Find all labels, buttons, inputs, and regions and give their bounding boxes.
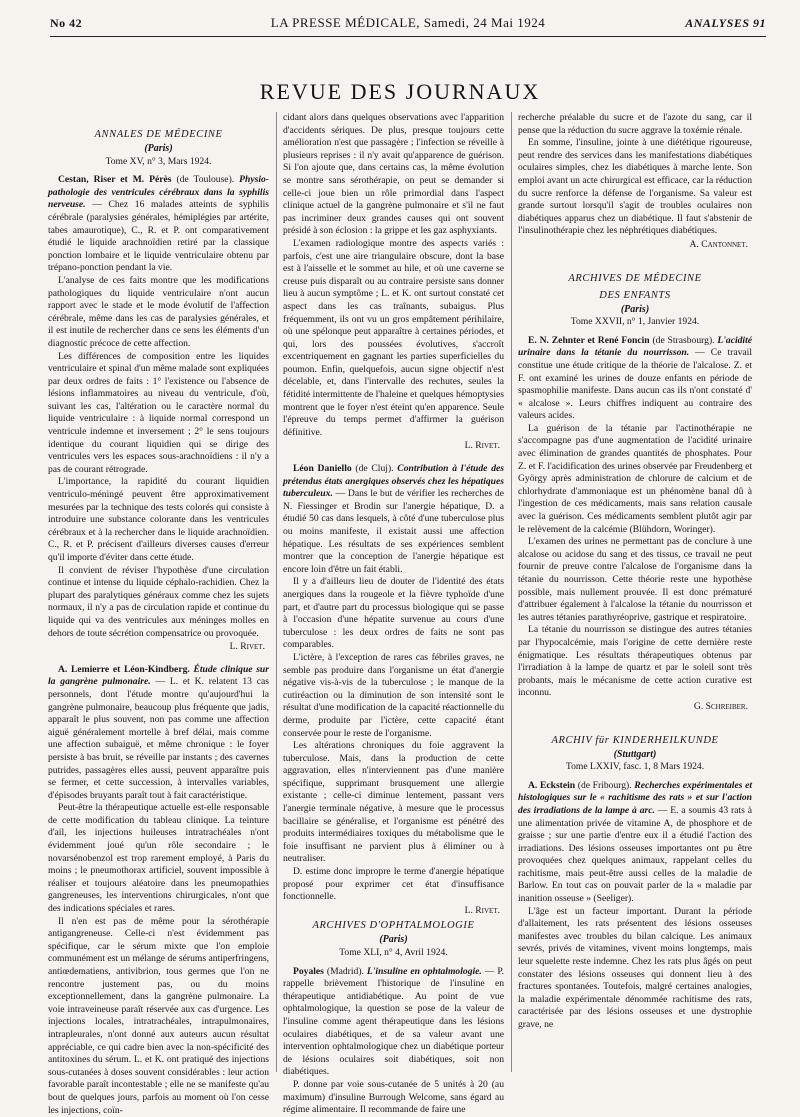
issue-reference: Tome XXVII, n° 1, Janvier 1924. — [570, 316, 700, 328]
abstract-paragraph: Il n'en est pas de même pour la sérothérapie antigangreneuse. Celle-ci n'est évidemment pas spécifique, car le sérum mixte que l'on emploie communément est un mélange de sérums antiperfringens, antiœdematiens, antivibrion, tous germes que l'on ne rencontre justement pas, ou du moins exceptionnellement, dans la gangrène pulmonaire. La voie intraveineuse paraît réservée aux cas d'urgence. Les injections locales, intratrachéales, intrapulmonaires, intrapleurales, n'ont donné aux auteurs aucun résultat appréciable, ce qui cadre bien avec la non-spécificité des antitoxines du sérum. L. et K. ont pratiqué des injections sous-cutanées à doses souvent considérables : leur action favorable paraît incontestable ; elle ne se manifeste qu'au bout de quelques jours, parfois au moment où l'on cesse les injections, coïn- — [48, 915, 269, 1116]
abstract-paragraph: cidant alors dans quelques observations avec l'apparition d'accidents sériques. De plus, presque toujours cette amélioration n'est que passagère ; l'infection se réveille à plusieurs reprises : il n'y avait qu'apparence de guérison. Si l'on ajoute que, dans certains cas, la même évolution se montre sans sérothérapie, on peut se demander si celle-ci joue bien un rôle primordial dans l'aspect clinique actuel de la gangrène pulmonaire et s'il ne faut pas incriminer deux grandes causes qui ont souvent présidé à son éclosion : la grippe et les gaz asphyxiants. — [283, 112, 504, 237]
section-heading: ARCHIVES D'OPHTALMOLOGIE — [312, 920, 475, 932]
abstract-text: — Chez 16 malades atteints de syphilis cérébrale (paralysies générales, hémiplégies par artérite, tabes amaurotique), C., R. et P. ont comparativement étudié le liquide arachnoïdien retiré par la classique ponction lombaire et le liquide ventriculaire obtenu par trépano-ponction pendant la vie. — [48, 199, 269, 274]
abstract-author: Léon Daniello — [293, 463, 352, 475]
author-affiliation: (de Fribourg). — [575, 779, 635, 791]
abstract-paragraph — [518, 335, 752, 423]
abstract-paragraph: La tétanie du nourrisson se distingue des autres tétanies par l'hypocalcémie, mais l'origine de cette dernière reste énigmatique. Les résultats thérapeutiques obtenus par l'irradiation à la lampe de quartz et par le soleil sont très probants, mais le mécanisme de cette action curative est inconnu. — [518, 624, 752, 699]
reviewer-signature: A. Cantonnet. — [689, 238, 748, 250]
section-city: (Paris) — [144, 143, 173, 154]
abstract-paragraph: En somme, l'insuline, jointe à une diététique rigoureuse, peut rendre des services dans les manifestations diabétiques oculaires simples, chez les diabétiques à marche lente. Son emploi avant un acte chirurgical est efficace, car la réduction du sucre renforce la défense de l'organisme. Sa valeur est grande surtout lorsqu'il s'agit de troubles oculaires non diabétiques apparus chez un diabétique. Il faut s'abstenir de l'insulinothérapie chez les néphrétiques diabétiques. — [518, 137, 752, 237]
author-affiliation: (de Strasbourg). — [649, 334, 718, 346]
abstract-paragraph: L'analyse de ces faits montre que les modifications pathologiques du liquide ventriculaire n'ont aucun rapport avec le stade et le mode évolutif de l'affection cérébrale, même dans les cas de paralysies générales, et il est inutile de rechercher dans ce sens les éléments d'un diagnostic précoce de cette affection. — [48, 274, 269, 349]
column-3 — [518, 112, 752, 1072]
abstract-paragraph: D. estime donc impropre le terme d'anergie hépatique proposé pour exprimer cet état d'insuffisance fonctionnelle. — [283, 866, 504, 903]
issue-reference: Tome XV, n° 3, Mars 1924. — [105, 155, 212, 167]
abstract-text: — Dans le but de vérifier les recherches de N. Fiessinger et Brodin sur l'anergie hépatique, D. a étudié 50 cas dans lesquels, à côté d'une tuberculose plus ou moins manifeste, il existait aussi une affection hépatique. Les résultats de ses expériences semblent montrer que la conception de l'anergie hépatique est encore loin d'être un fait établi. — [283, 488, 504, 575]
issue-number: No 42 — [50, 16, 83, 30]
running-header — [50, 14, 766, 34]
author-affiliation: (de Cluj). — [351, 463, 398, 475]
abstract-paragraph — [283, 463, 504, 576]
abstract-paragraph — [48, 664, 269, 803]
reviewer-signature: L. Rivet. — [464, 904, 500, 916]
page-section-label: ANALYSES 91 — [685, 16, 766, 30]
journal-header: LA PRESSE MÉDICALE, Samedi, 24 Mai 1924 — [270, 15, 546, 30]
abstract-paragraph: recherche préalable du sucre et de l'azote du sang, car il pense que la réduction du sucre aggrave la toxémie rénale. — [518, 112, 752, 136]
abstract-author: A. Eckstein — [528, 779, 576, 791]
abstract-paragraph: Les altérations chroniques du foie aggravent la tuberculose. Mais, dans la production de cette aggravation, elles n'interviennent pas d'une manière spécifique, supprimant brusquement une allergie existante ; celle-ci diminue lentement, passant vers l'anergie terminale négative, à mesure que le processus bacillaire se généralise, et l'organisme est pénétré des produits intermédiaires toxiques du métabolisme que le foie insuffisant ne parvient plus à éliminer ou à neutraliser. — [283, 740, 504, 865]
abstract-title: Recherches expérimentales et histologiques sur le « rachitisme des rats » et sur l'action des irradiations de la lampe à arc. — [518, 779, 752, 816]
abstract-text: — E. a soumis 43 rats à une alimentation privée de vitamine A, de phosphore et de graisse ; sur une partie d'entre eux il a étudié l'action des irradiations. Des lésions osseuses importantes ont pu être provoquées chez quelques animaux, rappelant celles du rachitisme, mais peut-être aussi celles de la maladie de Barlow. En tout cas on pouvait parler de la « maladie par inanition osseuse » (Seeliger). — [518, 804, 752, 905]
section-city: (Paris) — [379, 934, 408, 946]
section-heading: ANNALES DE MÉDECINE — [94, 129, 223, 140]
abstract-author: Cestan, Riser et M. Pérès — [58, 174, 172, 186]
reviewer-signature: L. Rivet. — [229, 641, 265, 653]
abstract-paragraph: Peut-être la thérapeutique actuelle est-elle responsable de cette modification du tableau clinique. La teinture d'ail, les injections huileuses intratrachéales n'ont évidemment joué qu'un rôle secondaire ; le novarsénobenzol est trop rarement employé, à Paris du moins ; le pneumothorax artificiel, souvent impossible à réaliser et toujours aléatoire dans les pneumopathies gangreneuses, les interventions chirurgicales, n'ont que des indications spéciales et rares. — [48, 802, 269, 915]
abstract-title: L'acidité urinaire dans la tétanie du nourrisson. — [518, 334, 753, 359]
abstract-paragraph: P. donne par voie sous-cutanée de 5 unités à 20 (au maximum) d'insuline Burrough Welcome, sans égard au régime alimentaire. Il recommande de faire une — [283, 1078, 504, 1116]
abstract-paragraph — [48, 174, 269, 275]
header-rule — [50, 36, 766, 37]
abstract-title: L'insuline en ophtalmologie. — [366, 965, 482, 977]
author-affiliation: (de Toulouse). — [171, 174, 240, 186]
abstract-title: Étude clinique sur la gangrène pulmonaire. — [48, 663, 270, 688]
column-2 — [283, 112, 504, 1116]
abstract-paragraph: L'âge est un facteur important. Durant la période d'allaitement, les rats présentent des lésions osseuses manifestes avec troubles du bilan calcique. Les animaux sevrés, privés de vitamines, vivent moins longtemps, mais leur squelette reste indemne. Chez les rats plus âgés on peut constater des lésions osseuses qui donnent lieu à des fractures spontanées. Toutefois, malgré certaines analogies, la maladie expérimentale dénommée rachitisme des rats, caractérisée par des lésions osseuses et une dystrophie grave, ne — [518, 905, 752, 1030]
abstract-paragraph: Les différences de composition entre les liquides ventriculaire et spinal d'un même malade sont expliquées par deux ordres de faits : 1° l'existence ou l'absence de lésions inflammatoires au niveau du ventricule, d'où, suivant les cas, l'altération ou le caractère normal du liquide ventriculaire : à liquide normal correspond un ventricule indemne et inversement ; 2° le sens toujours identique du courant liquidien qui se dirige des ventricules vers les espaces sous-arachnoïdiens : il n'y a pas de courant rétrograde. — [48, 350, 269, 475]
abstract-author: E. N. Zehnter et René Foncin — [528, 334, 650, 346]
section-heading: ARCHIVES DE MÉDECINE — [568, 272, 702, 284]
abstract-text: — L. et K. relatent 13 cas personnels, dont l'étude montre qu'aujourd'hui la gangrène pulmonaire, beaucoup plus fréquente que jadis, apparaît le plus souvent, non pas comme une affection aiguë généralement mortelle à bref délai, mais comme une affection subaiguë, et même chronique : le foyer persiste à bas bruit, se réveille par instants ; des cavernes putrides, passagères elles aussi, peuvent apparaître puis se fermer, et cette succession, à intervalles variables, d'épisodes bruyants paraît tout à fait caractéristique. — [48, 676, 269, 801]
abstract-paragraph: Il y a d'ailleurs lieu de douter de l'identité des états anergiques dans la rougeole et la fièvre typhoïde d'une part, et d'autre part du processus biologique qui se passe à l'occasion d'une hépatite survenue au cours d'une tuberculose : les deux ordres de faits ne sont pas comparables. — [283, 576, 504, 651]
section-city: (Paris) — [620, 303, 650, 315]
abstract-paragraph — [518, 780, 752, 906]
section-heading-line2: DES ENFANTS — [599, 289, 671, 301]
reviewer-signature: L. Rivet. — [464, 440, 500, 452]
abstract-paragraph: L'examen des urines ne permettant pas de conclure à une alcalose ou acidose du sang et des tissus, ce travail ne peut fournir de preuve contre l'alcalose de l'organisme dans la tétanie du nourrisson. Cette théorie reste une hypothèse possible, mais nullement prouvée. Il est donc prématuré d'attribuer également à l'alcalose la tétanie du nourrisson et les autres tétanies parathyréoprive, gastrique et respiratoire. — [518, 536, 752, 623]
page-title: REVUE DES JOURNAUX — [259, 78, 541, 104]
column-1 — [48, 126, 270, 1116]
abstract-paragraph: La guérison de la tétanie par l'actinothérapie ne s'accompagne pas d'une augmentation de l'acidité urinaire avec élimination de grandes quantités de phosphates. Pour Z. et F. l'acidification des urines observée par Freudenberg et György après administration de chlorure de calcium et de chlorhydrate d'ammoniaque est un phénomène banal dû à l'ingestion de ces médicaments, mais sans relation causale avec la guérison. Ces médicaments semblent plutôt agir par le relèvement de la calcémie (Blühdorn, Woringer). — [518, 422, 752, 535]
column-divider — [511, 112, 512, 1072]
abstract-text: — Ce travail constitue une étude critique de la théorie de l'alcalose. Z. et F. ont examiné les urines de douze enfants en période de spasmophilie manifeste. Dans aucun cas ils n'ont constaté d' « alcalose ». Leurs chiffres indiquent au contraire des valeurs acides. — [518, 347, 752, 422]
abstract-title: Physio-pathologie des ventricules cérébraux dans la syphilis nerveuse. — [48, 174, 269, 211]
section-city: (Stuttgart) — [613, 748, 657, 760]
author-affiliation: (Madrid). — [323, 965, 367, 977]
abstract-author: A. Lemierre et Léon-Kindberg. — [58, 663, 190, 675]
abstract-paragraph: L'ictère, à l'exception de rares cas fébriles graves, ne semble pas produire dans l'organisme un état d'anergie négative vis-à-vis de la tuberculose ; le manque de la cutiréaction ou la diminution de son intensité sont le résultat d'une modification de la capacité réactionnelle du derme, produite par l'ictère, cette capacité étant conservée pour le reste de l'organisme. — [283, 651, 504, 739]
abstract-paragraph: L'importance, la rapidité du courant liquidien ventriculo-méningé peuvent être approximativement mesurées par la technique des tests colorés qui consiste à introduire une substance colorante dans les ventricules cérébraux et à la rechercher dans le liquide arachnoïdien. C., R. et P. précisent d'ailleurs diverses causes d'erreur qu'il importe d'éviter dans cette étude. — [48, 476, 269, 563]
abstract-title: Contribution à l'étude des prétendus états anergiques observés chez les hépatiques tuberculeux. — [283, 463, 504, 500]
section-heading: ARCHIV für KINDERHEILKUNDE — [551, 734, 719, 746]
issue-reference: Tome LXXIV, fasc. 1, 8 Mars 1924. — [565, 761, 705, 773]
abstract-paragraph: L'examen radiologique montre des aspects variés : parfois, c'est une aire triangulaire obscure, dont la base est à l'aisselle et le sommet au hile, et où une caverne se creuse puis disparaît ou au contraire persiste sans donner lieu à aucun symptôme ; L. et K. ont surtout constaté cet aspect dans les cas traînants, subaigus. Plus fréquemment, ils ont vu un gros empâtement périhilaire, où une spélonque peut apparaître à certaines périodes, et qui, lors des poussées évolutives, s'accroît excentriquement en gagnant les parties superficielles du poumon. Enfin, quelquefois, aucun signe objectif n'est décelable, et, dans l'intervalle des rechutes, seules la fétidité intermittente de l'haleine et quelques hémoptysies montrent que le foyer n'est éteint qu'en apparence. Seule l'épreuve du temps permet d'affirmer la guérison définitive. — [283, 237, 504, 438]
issue-reference: Tome XLI, n° 4, Avril 1924. — [339, 947, 448, 958]
abstract-text: — P. rappelle brièvement l'historique de l'insuline en thérapeutique antidiabétique. Au point de vue ophtalmologique, la question se pose de la valeur de l'insuline comme agent thérapeutique dans les lésions oculaires diabétiques, et de sa valeur avant une intervention ophtalmologique chez un diabétique porteur de lésions oculaires soit diabétiques, soit non diabétiques. — [283, 965, 504, 1078]
column-divider — [276, 112, 277, 1072]
reviewer-signature: G. Schreiber. — [693, 700, 748, 712]
abstract-author: Poyales — [293, 965, 324, 977]
abstract-paragraph: Il convient de réviser l'hypothèse d'une circulation continue et intense du liquide céphalo-rachidien. Chez la plupart des paralytiques généraux comme chez les sujets normaux, il n'y a pas de circulation rapide et continue du liquide qui va des ventricules aux méninges molles en dehors de toute sécrétion compensatrice ou provoquée. — [48, 564, 269, 639]
abstract-paragraph — [283, 966, 504, 1079]
